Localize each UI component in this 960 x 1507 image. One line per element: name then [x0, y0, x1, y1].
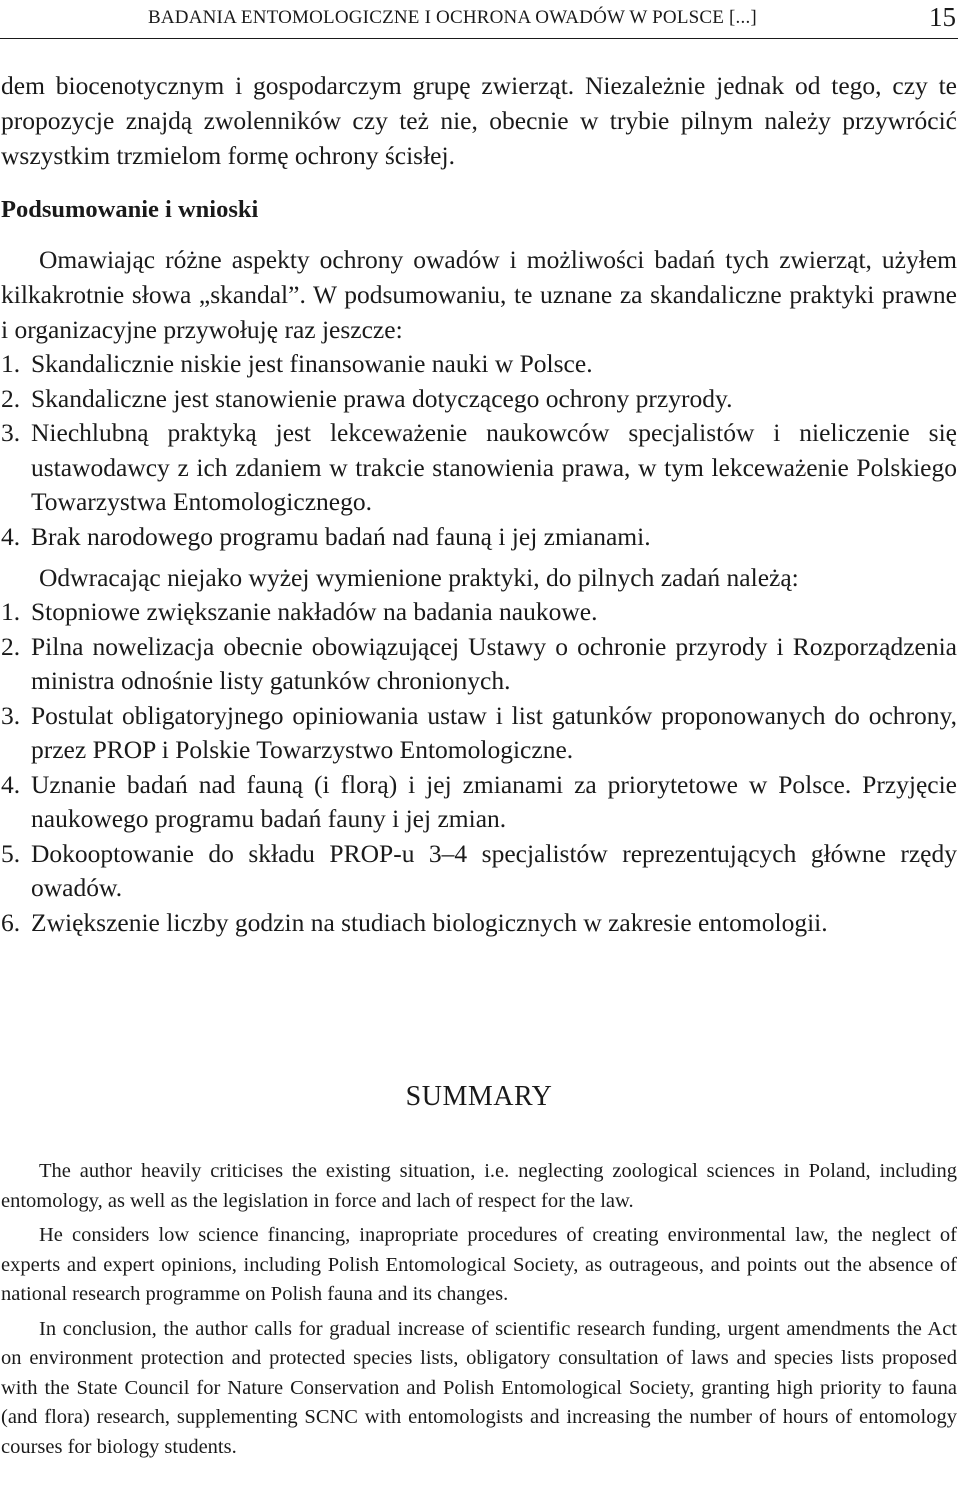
list-number: 6.: [1, 907, 21, 937]
list-text: Skandaliczne jest stanowienie prawa dotyczącego ochrony przyrody.: [31, 383, 733, 413]
list-text: Pilna nowelizacja obecnie obowiązującej Ustawy o ochronie przyrody i Rozporządzenia ministra odnośnie listy gatunków chronionych.: [31, 631, 957, 695]
list-number: 4.: [1, 521, 21, 551]
list-item: [1, 347, 957, 382]
list-item: [1, 768, 957, 837]
list-text: Brak narodowego programu badań nad fauną i jej zmianami.: [31, 521, 651, 551]
list-item: [1, 906, 957, 941]
summary-paragraph: The author heavily criticises the existing situation, i.e. neglecting zoological sciences in Poland, including entomology, as well as the legislation in force and lach of respect for the law.: [1, 1160, 957, 1212]
list-text: Uznanie badań nad fauną (i florą) i jej zmianami za priorytetowe w Polsce. Przyjęcie naukowego programu badań fauny i jej zmian.: [31, 769, 957, 833]
summary-paragraph: In conclusion, the author calls for gradual increase of scientific research funding, urgent amendments the Act on environment protection and protected species lists, obligatory consultation of laws and species lists proposed with the State Council for Nature Conservation and Polish Entomological Society, granting high priority to fauna (and flora) research, supplementing SCNC with entomologists and increasing the number of hours of entomology courses for biology students.: [1, 1317, 957, 1458]
list-number: 3.: [1, 700, 21, 730]
running-title: BADANIA ENTOMOLOGICZNE I OCHRONA OWADÓW W POLSCE [...]: [148, 7, 757, 28]
list-text: Niechlubną praktyką jest lekceważenie naukowców specjalistów i nieliczenie się ustawodawcy z ich zdaniem w trakcie stanowienia prawa, w tym lekceważenie Polskiego Towarzystwa Entomologicznego.: [31, 418, 957, 516]
tasks-intro: Odwracając niejako wyżej wymienione praktyki, do pilnych zadań należą:: [39, 563, 799, 592]
intro-paragraph: Omawiając różne aspekty ochrony owadów i możliwości badań tych zwierząt, użyłem kilkakrotnie słowa „skandal”. W podsumowaniu, te uznane za skandaliczne praktyki prawne i organizacyjne przywołuję raz jeszcze:: [1, 245, 957, 344]
list-item: [1, 520, 957, 555]
list-text: Zwiększenie liczby godzin na studiach biologicznych w zakresie entomologii.: [31, 907, 828, 937]
list-item: [1, 382, 957, 417]
list-item: [1, 630, 957, 699]
list-number: 4.: [1, 769, 21, 799]
summary-section: [1, 1157, 957, 1467]
page-number: 15: [929, 2, 956, 32]
tasks-list: [1, 595, 957, 940]
list-text: Postulat obligatoryjnego opiniowania ustaw i list gatunków proponowanych do ochrony, przez PROP i Polskie Towarzystwo Entomologiczne.: [31, 700, 957, 764]
list-number: 2.: [1, 631, 21, 661]
article-body: [1, 68, 957, 940]
list-item: [1, 699, 957, 768]
list-number: 3.: [1, 418, 21, 447]
list-number: 1.: [1, 597, 21, 626]
list-item: [1, 595, 957, 630]
list-item: [1, 837, 957, 906]
section-heading: Podsumowanie i wnioski: [1, 196, 259, 223]
list-text: Stopniowe zwiększanie nakładów na badania naukowe.: [31, 597, 598, 626]
problems-list: [1, 347, 957, 554]
summary-paragraph: He considers low science financing, inapropriate procedures of creating environmental law, the neglect of experts and expert opinions, including Polish Entomological Society, as outrageous, and points out the absence of national research programme on Polish fauna and its changes.: [1, 1224, 957, 1305]
list-item: [1, 416, 957, 520]
list-number: 2.: [1, 383, 21, 413]
list-text: Dokooptowanie do składu PROP-u 3–4 specjalistów reprezentujących główne rzędy owadów.: [31, 838, 957, 902]
summary-heading: SUMMARY: [405, 1081, 553, 1112]
list-number: 1.: [1, 349, 21, 378]
opening-paragraph: dem biocenotycznym i gospodarczym grupę zwierząt. Niezależnie jednak od tego, czy te propozycje znajdą zwolenników czy też nie, obecnie w trybie pilnym należy przywrócić wszystkim trzmielom formę ochrony ścisłej.: [1, 71, 957, 170]
running-header: [0, 0, 958, 39]
list-text: Skandalicznie niskie jest finansowanie nauki w Polsce.: [31, 349, 593, 378]
list-number: 5.: [1, 838, 21, 868]
